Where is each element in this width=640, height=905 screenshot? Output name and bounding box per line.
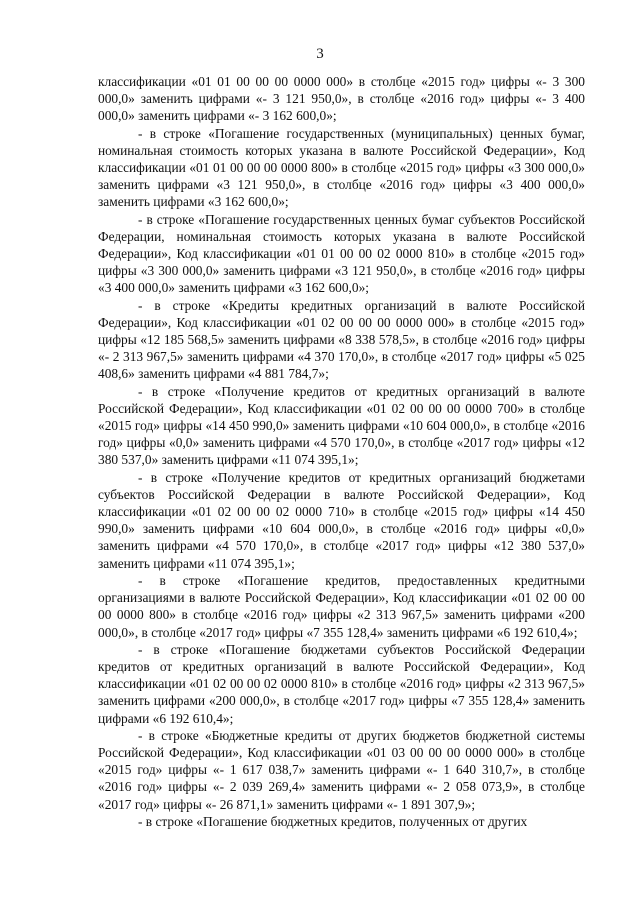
document-body [98,73,585,830]
paragraph-amendment: - в строке «Бюджетные кредиты от других бюджетов бюджетной системы Российской Федерации», Код классификации «01 03 00 00 00 0000 000» в столбце «2015 год» цифры «- 1 617 038,7» заменить цифрами «- 1 640 310,7», в столбце «2016 год» цифры «- 2 039 269,4» заменить цифрами «- 2 058 073,9», в столбце «2017 год» цифры «- 26 871,1» заменить цифрами «- 1 891 307,9»; [98,727,585,812]
paragraph-amendment: - в строке «Кредиты кредитных организаций в валюте Российской Федерации», Код классификации «01 02 00 00 00 0000 000» в столбце «2015 год» цифры «12 185 568,5» заменить цифрами «8 338 578,5», в столбце «2016 год» цифры «- 2 313 967,5» заменить цифрами «4 370 170,0», в столбце «2017 год» цифры «5 025 408,6» заменить цифрами «4 881 784,7»; [98,297,585,382]
paragraph-amendment: - в строке «Погашение кредитов, предоставленных кредитными организациями в валюте Российской Федерации», Код классификации «01 02 00 00 00 0000 800» в столбце «2016 год» цифры «2 313 967,5» заменить цифрами «200 000,0», в столбце «2017 год» цифры «7 355 128,4» заменить цифрами «6 192 610,4»; [98,572,585,640]
paragraph-amendment: - в строке «Получение кредитов от кредитных организаций в валюте Российской Федерации», Код классификации «01 02 00 00 00 0000 700» в столбце «2015 год» цифры «14 450 990,0» заменить цифрами «10 604 000,0», в столбце «2016 год» цифры «0,0» заменить цифрами «4 570 170,0», в столбце «2017 год» цифры «12 380 537,0» заменить цифрами «11 074 395,1»; [98,383,585,468]
paragraph-amendment-truncated: - в строке «Погашение бюджетных кредитов, полученных от других [138,813,528,829]
paragraph-amendment: - в строке «Получение кредитов от кредитных организаций бюджетами субъектов Российской Федерации в валюте Российской Федерации», Код классификации «01 02 00 00 02 0000 710» в столбце «2015 год» цифры «14 450 990,0» заменить цифрами «10 604 000,0», в столбце «2016 год» цифры «0,0» заменить цифрами «4 570 170,0», в столбце «2017 год» цифры «12 380 537,0» заменить цифрами «11 074 395,1»; [98,469,585,571]
page-number: 3 [316,46,324,62]
paragraph-amendment: - в строке «Погашение бюджетами субъектов Российской Федерации кредитов от кредитных организаций в валюте Российской Федерации», Код классификации «01 02 00 00 02 0000 810» в столбце «2016 год» цифры «2 313 967,5» заменить цифрами «200 000,0», в столбце «2017 год» цифры «7 355 128,4» заменить цифрами «6 192 610,4»; [98,641,585,726]
paragraph-continuation: классификации «01 01 00 00 00 0000 000» в столбце «2015 год» цифры «- 3 300 000,0» заменить цифрами «- 3 121 950,0», в столбце «2016 год» цифры «- 3 400 000,0» заменить цифрами «- 3 162 600,0»; [98,74,585,124]
paragraph-amendment: - в строке «Погашение государственных (муниципальных) ценных бумаг, номинальная стоимость которых указана в валюте Российской Федерации», Код классификации «01 01 00 00 00 0000 800» в столбце «2015 год» цифры «3 300 000,0» заменить цифрами «3 121 950,0», в столбце «2016 год» цифры «3 400 000,0» заменить цифрами «3 162 600,0»; [98,125,585,210]
paragraph-amendment: - в строке «Погашение государственных ценных бумаг субъектов Российской Федерации, номинальная стоимость которых указана в валюте Российской Федерации», Код классификации «01 01 00 00 02 0000 810» в столбце «2015 год» цифры «3 300 000,0» заменить цифрами «3 121 950,0», в столбце «2016 год» цифры «3 400 000,0» заменить цифрами «3 162 600,0»; [98,211,585,296]
